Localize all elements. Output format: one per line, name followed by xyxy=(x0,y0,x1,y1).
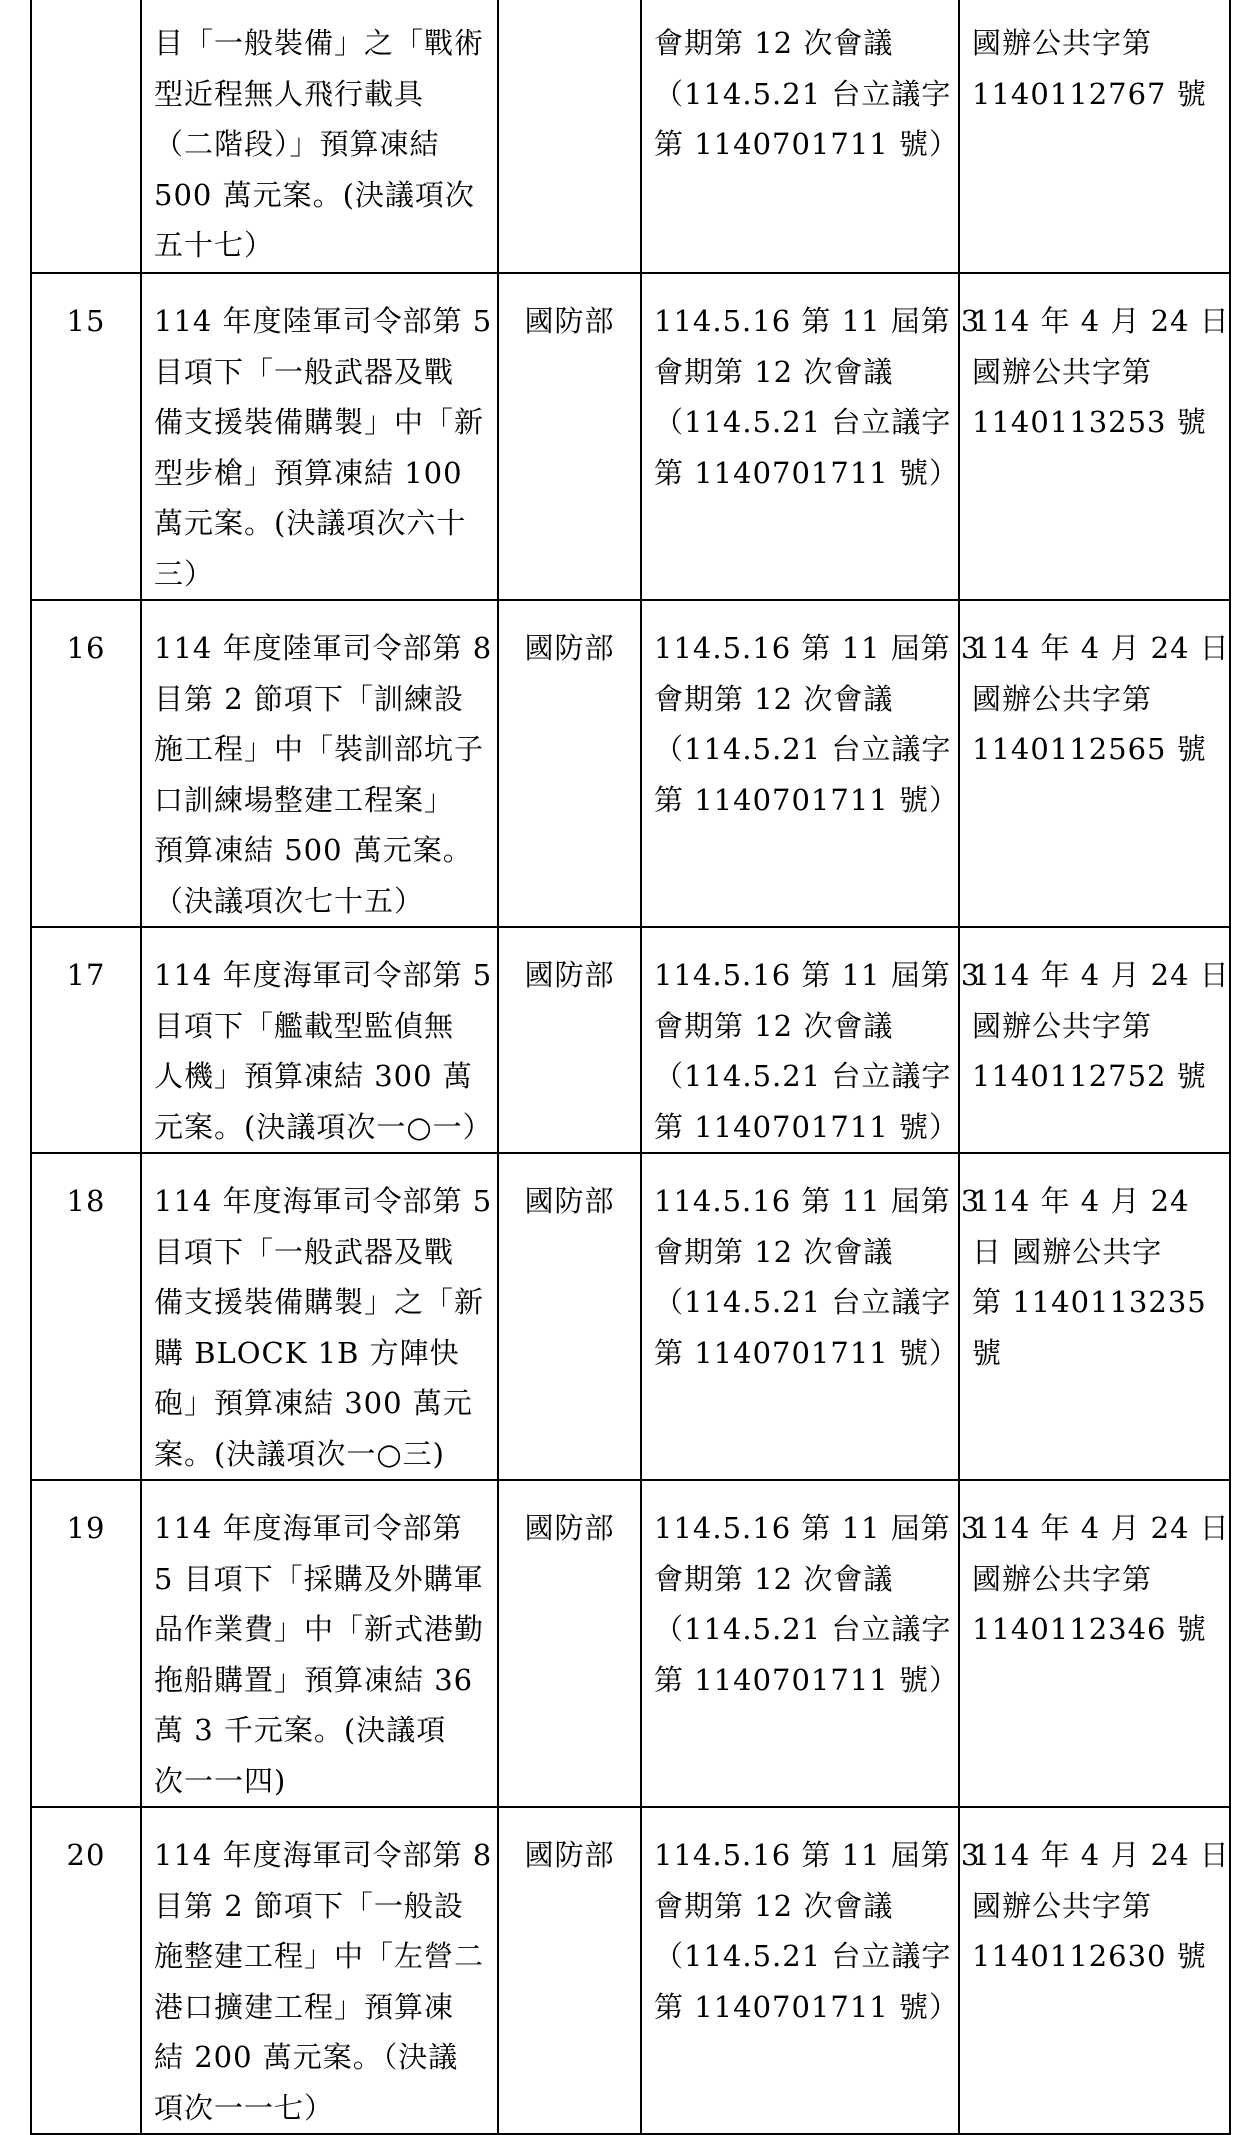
table-body xyxy=(31,0,1230,2134)
item-description-line: 114 年度海軍司令部第 xyxy=(154,1511,463,1545)
document-number-line: 國辦公共字第 xyxy=(972,354,1153,389)
document-number xyxy=(959,1480,1230,1807)
meeting-reference-line: 會期第 12 次會議 xyxy=(654,354,894,389)
agency-line: 國防部 xyxy=(524,1838,615,1872)
document-number-line: 114 年 4 月 24 xyxy=(972,1184,1190,1218)
item-description-line: 目項下「一般武器及戰 xyxy=(154,1234,455,1269)
item-description-line: 萬元案。(決議項次六十 xyxy=(154,506,467,540)
agency xyxy=(498,1807,641,2134)
item-description xyxy=(141,1807,498,2134)
row-number: 20 xyxy=(31,1807,141,2134)
item-description-line: （決議項次七十五） xyxy=(154,883,425,918)
document-number-line: 1140112752 號 xyxy=(972,1059,1207,1093)
meeting-reference-line: 會期第 12 次會議 xyxy=(654,1561,894,1596)
item-description-line: 砲」預算凍結 300 萬元 xyxy=(154,1386,473,1420)
item-description xyxy=(141,273,498,600)
document-number-line: 國辦公共字第 xyxy=(972,681,1153,716)
item-description-line: 預算凍結 500 萬元案。 xyxy=(154,833,473,867)
table-row xyxy=(31,927,1230,1153)
meeting-reference xyxy=(641,0,959,273)
item-description-line: 備支援裝備購製」之「新 xyxy=(154,1285,485,1319)
document-number-line: 114 年 4 月 24 日 xyxy=(972,1511,1230,1545)
item-description-line: 拖船購置」預算凍結 36 xyxy=(154,1662,474,1697)
agency-line: 國防部 xyxy=(524,631,615,665)
item-description xyxy=(141,1153,498,1480)
document-number-line: 114 年 4 月 24 日 xyxy=(972,958,1230,992)
document-number-line: 國辦公共字第 xyxy=(972,26,1153,60)
item-description xyxy=(141,0,498,273)
agency-line: 國防部 xyxy=(524,1511,615,1545)
document-number-line: 1140112630 號 xyxy=(972,1939,1207,1973)
table-row xyxy=(31,600,1230,927)
meeting-reference-line: 會期第 12 次會議 xyxy=(654,26,894,60)
agency-line: 國防部 xyxy=(524,958,615,992)
document-number-line: 1140112565 號 xyxy=(972,732,1207,766)
item-description xyxy=(141,927,498,1153)
item-description-line: 型近程無人飛行載具 xyxy=(154,76,425,111)
document-number-line: 日 國辦公共字 xyxy=(972,1234,1163,1269)
meeting-reference-line: （114.5.21 台立議字 xyxy=(654,76,952,111)
item-description-line: 萬 3 千元案。(決議項 xyxy=(154,1713,447,1747)
meeting-reference-line: （114.5.21 台立議字 xyxy=(654,1939,952,1973)
document-number-line: 1140113253 號 xyxy=(972,405,1207,439)
document-number-line: 第 1140113235 xyxy=(972,1285,1207,1319)
item-description-line: 目第 2 節項下「一般設 xyxy=(154,1888,464,1923)
meeting-reference-line: （114.5.21 台立議字 xyxy=(654,1285,952,1319)
document-number xyxy=(959,927,1230,1153)
document-number xyxy=(959,273,1230,600)
item-description-line: 品作業費」中「新式港勤 xyxy=(154,1612,485,1646)
meeting-reference-line: 第 1140701711 號） xyxy=(654,455,959,490)
meeting-reference-line: 會期第 12 次會議 xyxy=(654,681,894,716)
table-row xyxy=(31,1480,1230,1807)
item-description-line: 施整建工程」中「左營二 xyxy=(154,1939,485,1973)
meeting-reference-line: （114.5.21 台立議字 xyxy=(654,405,952,439)
meeting-reference-line: 第 1140701711 號） xyxy=(654,1662,959,1697)
row-number: 18 xyxy=(31,1153,141,1480)
meeting-reference-line: 會期第 12 次會議 xyxy=(654,1008,894,1043)
item-description-line: 五十七） xyxy=(154,228,275,262)
meeting-reference-line: 114.5.16 第 11 屆第 3 xyxy=(654,1511,981,1545)
agency-line: 國防部 xyxy=(524,1184,615,1218)
document-number xyxy=(959,1807,1230,2134)
item-description-line: 次一一四) xyxy=(154,1763,287,1798)
meeting-reference xyxy=(641,1480,981,1807)
item-description-line: 114 年度陸軍司令部第 5 xyxy=(154,304,493,338)
item-description-line: 元案。(決議項次一○一） xyxy=(154,1109,493,1144)
meeting-reference-line: （114.5.21 台立議字 xyxy=(654,1612,952,1646)
item-description xyxy=(141,1480,498,1807)
meeting-reference-line: 會期第 12 次會議 xyxy=(654,1234,894,1269)
document-number-line: 1140112346 號 xyxy=(972,1612,1207,1646)
row-number: 15 xyxy=(31,273,141,600)
item-description-line: 結 200 萬元案。（決議 xyxy=(154,2040,459,2074)
item-description-line: 5 目項下「採購及外購軍 xyxy=(154,1561,484,1596)
document-number xyxy=(959,1153,1230,1480)
meeting-reference-line: 第 1140701711 號） xyxy=(654,782,959,817)
document-number-line: 1140112767 號 xyxy=(972,76,1207,111)
agency-line: 國防部 xyxy=(524,304,615,338)
agency xyxy=(498,0,641,273)
meeting-reference-line: 114.5.16 第 11 屆第 3 xyxy=(654,631,981,665)
meeting-reference xyxy=(641,1807,981,2134)
meeting-reference xyxy=(641,273,981,600)
item-description-line: 目第 2 節項下「訓練設 xyxy=(154,681,464,716)
row-number: 17 xyxy=(31,927,141,1153)
document-number-line: 國辦公共字第 xyxy=(972,1888,1153,1923)
item-description-line: 500 萬元案。(決議項次 xyxy=(154,177,475,212)
row-number: 19 xyxy=(31,1480,141,1807)
meeting-reference xyxy=(641,1153,981,1480)
meeting-reference-line: 114.5.16 第 11 屆第 3 xyxy=(654,958,981,992)
document-number-line: 114 年 4 月 24 日 xyxy=(972,631,1230,665)
item-description-line: 目項下「艦載型監偵無 xyxy=(154,1008,455,1043)
document-number-line: 國辦公共字第 xyxy=(972,1561,1153,1596)
row-number xyxy=(31,0,141,273)
meeting-reference-line: 第 1140701711 號） xyxy=(654,1109,959,1144)
document-number-line: 國辦公共字第 xyxy=(972,1008,1153,1043)
meeting-reference-line: 第 1140701711 號） xyxy=(654,127,959,161)
item-description-line: 項次一一七） xyxy=(154,2090,335,2125)
meeting-reference-line: 會期第 12 次會議 xyxy=(654,1888,894,1923)
item-description-line: 人機」預算凍結 300 萬 xyxy=(154,1059,473,1093)
item-description-line: 三） xyxy=(154,556,215,591)
item-description-line: 目項下「一般武器及戰 xyxy=(154,354,455,389)
document-number xyxy=(959,600,1230,927)
meeting-reference-line: 114.5.16 第 11 屆第 3 xyxy=(654,1184,981,1218)
item-description-line: 114 年度陸軍司令部第 8 xyxy=(154,631,493,665)
document-number-line: 114 年 4 月 24 日 xyxy=(972,304,1230,338)
meeting-reference-line: 第 1140701711 號） xyxy=(654,1335,959,1370)
item-description xyxy=(141,600,498,927)
item-description-line: 施工程」中「裝訓部坑子 xyxy=(154,732,485,766)
meeting-reference-line: 114.5.16 第 11 屆第 3 xyxy=(654,304,981,338)
item-description-line: 備支援裝備購製」中「新 xyxy=(154,405,485,439)
agency xyxy=(498,1153,641,1480)
meeting-reference-line: （114.5.21 台立議字 xyxy=(654,732,952,766)
item-description-line: 114 年度海軍司令部第 5 xyxy=(154,1184,493,1218)
document-number xyxy=(959,0,1230,273)
item-description-line: 案。(決議項次一○三) xyxy=(154,1436,445,1471)
agency xyxy=(498,273,641,600)
meeting-reference-line: 114.5.16 第 11 屆第 3 xyxy=(654,1838,981,1872)
item-description-line: （二階段）」預算凍結 xyxy=(154,127,440,161)
item-description-line: 購 BLOCK 1B 方陣快 xyxy=(154,1335,460,1370)
table-row xyxy=(31,1807,1230,2134)
table-row xyxy=(31,0,1230,273)
item-description-line: 口訓練場整建工程案」 xyxy=(154,782,455,817)
item-description-line: 目「一般裝備」之「戰術 xyxy=(154,26,485,60)
item-description-line: 型步槍」預算凍結 100 xyxy=(154,455,463,490)
meeting-reference-line: （114.5.21 台立議字 xyxy=(654,1059,952,1093)
item-description-line: 114 年度海軍司令部第 5 xyxy=(154,958,493,992)
table-row xyxy=(31,273,1230,600)
document-number-line: 114 年 4 月 24 日 xyxy=(972,1838,1230,1872)
meeting-reference-line: 第 1140701711 號） xyxy=(654,1989,959,2024)
table-row xyxy=(31,1153,1230,1480)
resolution-table xyxy=(30,0,1231,2135)
row-number: 16 xyxy=(31,600,141,927)
document-number-line: 號 xyxy=(972,1335,1003,1370)
agency xyxy=(498,1480,641,1807)
item-description-line: 港口擴建工程」預算凍 xyxy=(154,1989,455,2024)
meeting-reference xyxy=(641,927,981,1153)
meeting-reference xyxy=(641,600,981,927)
agency xyxy=(498,600,641,927)
agency xyxy=(498,927,641,1153)
item-description-line: 114 年度海軍司令部第 8 xyxy=(154,1838,493,1872)
